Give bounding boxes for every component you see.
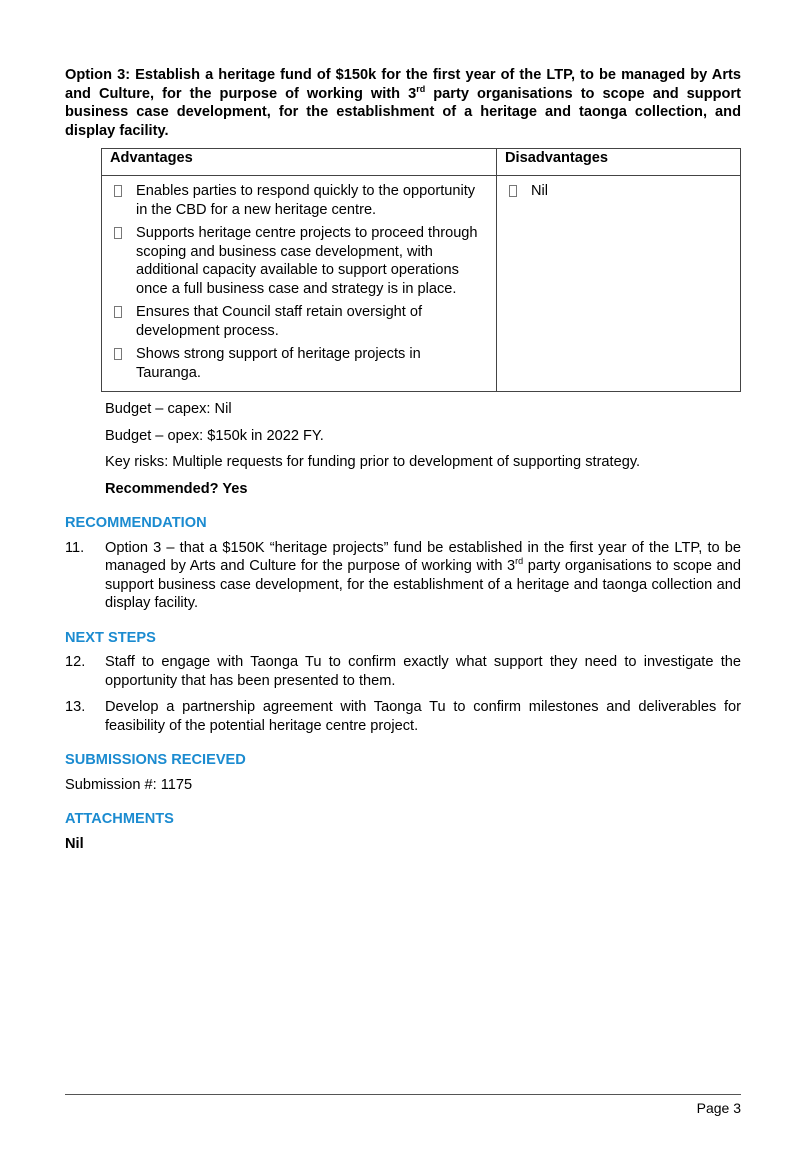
- option-heading-text: Option 3: Establish a heritage fund of $150k for the first year of the LTP, to be managed by Arts and Culture, for the purpose of working with 3: [65, 67, 741, 102]
- advantage-text: Enables parties to respond quickly to the opportunity in the CBD for a new heritage centre.: [136, 183, 476, 218]
- bullet-icon: [114, 185, 122, 197]
- disadvantage-text: Nil: [531, 183, 549, 199]
- budget-opex: Budget – opex: $150k in 2022 FY.: [105, 427, 324, 444]
- budget-capex: Budget – capex: Nil: [105, 401, 232, 417]
- option-meta: [105, 400, 741, 498]
- page-number: Page 3: [696, 1100, 741, 1116]
- document-page: [65, 66, 741, 853]
- option-heading: [65, 66, 741, 140]
- table-header-row: [102, 149, 741, 176]
- next-step-text: Staff to engage with Taonga Tu to confirm exactly what support they need to investigate the opportunity that has been presented to them.: [105, 654, 741, 689]
- advantages-cell: [102, 176, 497, 392]
- option-heading-superscript: rd: [416, 83, 426, 94]
- advantage-text: Supports heritage centre projects to proceed through scoping and business case development, with additional capacity available to support operations once a full business case and strategy is in place.: [136, 225, 478, 297]
- attachments-heading: ATTACHMENTS: [65, 811, 174, 827]
- advantages-list: [102, 176, 496, 391]
- list-item: [110, 224, 488, 298]
- advantages-header: Advantages: [102, 149, 497, 176]
- option-heading-text-end: party organisations to scope and support business case development, for the establishment of a heritage and taonga collection, and display facility.: [65, 85, 741, 139]
- submission-number: Submission #: 1175: [65, 776, 193, 793]
- next-steps-list: [65, 653, 741, 735]
- recommendation-heading: RECOMMENDATION: [65, 515, 207, 531]
- item-number: 11.: [65, 539, 85, 556]
- submissions-heading: SUBMISSIONS RECIEVED: [65, 752, 246, 768]
- table-body-row: [102, 176, 741, 392]
- bullet-icon: [114, 306, 122, 318]
- disadvantages-cell: [497, 176, 741, 392]
- list-item: [65, 698, 741, 735]
- item-number: 13.: [65, 699, 86, 715]
- recommended-flag: Recommended? Yes: [105, 480, 248, 497]
- list-item: [65, 653, 741, 690]
- recommendation-list: [65, 539, 741, 613]
- advantage-text: Shows strong support of heritage projects in Tauranga.: [136, 346, 421, 381]
- advantage-text: Ensures that Council staff retain oversight of development process.: [136, 304, 423, 339]
- recommendation-text: Option 3 – that a $150K “heritage projects” fund be established in the first year of the LTP, to be managed by Arts and Culture for the purpose of working with 3: [105, 539, 741, 574]
- list-item: [110, 182, 488, 219]
- key-risks: Key risks: Multiple requests for funding prior to development of supporting strategy.: [105, 454, 641, 470]
- next-steps-heading: NEXT STEPS: [65, 629, 156, 646]
- bullet-icon: [114, 348, 122, 360]
- bullet-icon: [509, 185, 517, 197]
- recommendation-superscript: rd: [515, 556, 524, 567]
- next-step-text: Develop a partnership agreement with Taonga Tu to confirm milestones and deliverables for feasibility of the potential heritage centre project.: [105, 699, 741, 734]
- recommendation-text-end: party organisations to scope and support business case development, for the establishment of a heritage and taonga collection and display facility.: [105, 558, 741, 611]
- bullet-icon: [114, 227, 122, 239]
- footer-divider: [65, 1094, 741, 1095]
- advantages-table: [101, 148, 741, 392]
- attachments-text: Nil: [65, 835, 84, 852]
- list-item: [110, 345, 488, 382]
- list-item: [110, 303, 488, 340]
- list-item: [505, 182, 732, 201]
- disadvantages-list: [497, 176, 740, 210]
- list-item: [65, 539, 741, 613]
- disadvantages-header: Disadvantages: [497, 149, 741, 176]
- item-number: 12.: [65, 654, 86, 670]
